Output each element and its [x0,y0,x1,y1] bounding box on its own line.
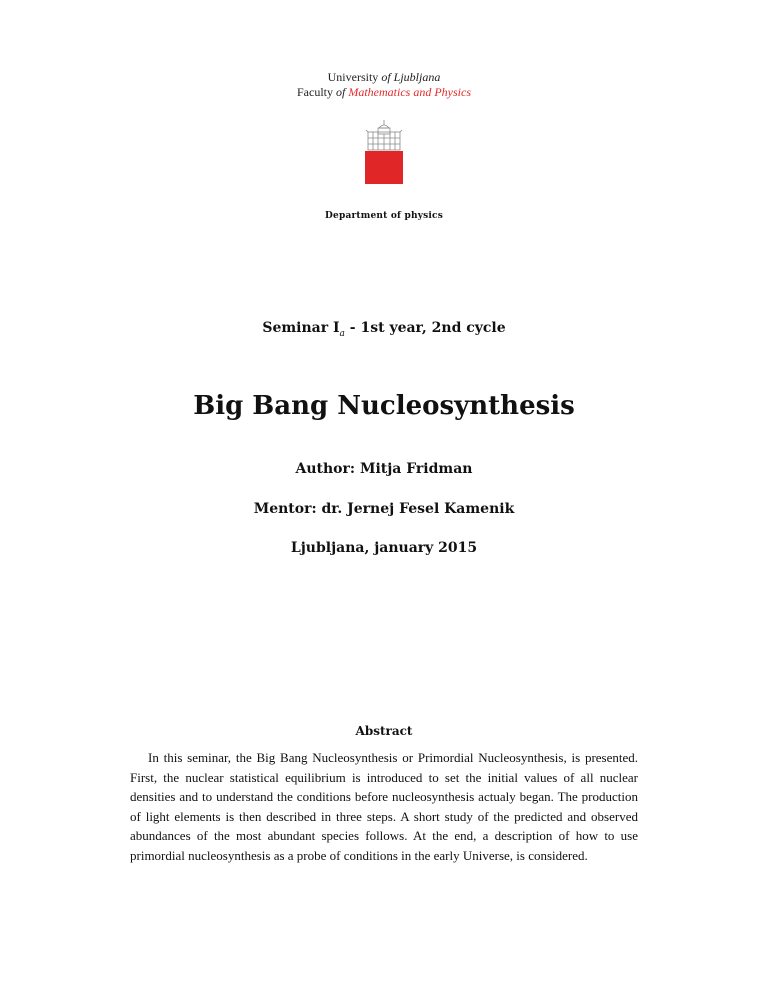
seminar-subscript: a [339,328,345,339]
logo-red-block [365,151,403,184]
abstract-text: In this seminar, the Big Bang Nucleosynthesis or Primordial Nucleosynthesis, is presented. First, the nuclear statistical equilibrium is introduced to set the initial values of all nuclear densities and to understand the conditions before nucleosynthesis actualy began. The production of light elements is then described in three steps. A short study of the predicted and observed abundances of the most abundant species follows. At the end, a description of how to use primordial nucleosynthesis as a probe of conditions in the early Universe, is considered. [130,750,638,863]
faculty-of: of [336,85,346,99]
faculty-line [0,84,768,100]
university-of: of [381,70,391,84]
university-name: Ljubljana [390,70,441,84]
seminar-rest: - 1st year, 2nd cycle [344,320,506,336]
university-line [0,69,768,85]
mentor-line: Mentor: dr. Jernej Fesel Kamenik [253,501,515,517]
abstract-heading: Abstract [355,724,413,738]
author-line: Author: Mitja Fridman [295,461,473,477]
university-building-logo [365,118,403,184]
faculty-prefix: Faculty [297,85,336,99]
faculty-name: Mathematics and Physics [345,85,471,99]
seminar-line [0,320,768,339]
place-date-line: Ljubljana, january 2015 [290,540,478,556]
document-title: Big Bang Nucleosynthesis [193,391,575,421]
seminar-label: Seminar I [262,320,340,336]
department-label: Department of physics [325,211,443,221]
university-prefix: University [327,70,382,84]
